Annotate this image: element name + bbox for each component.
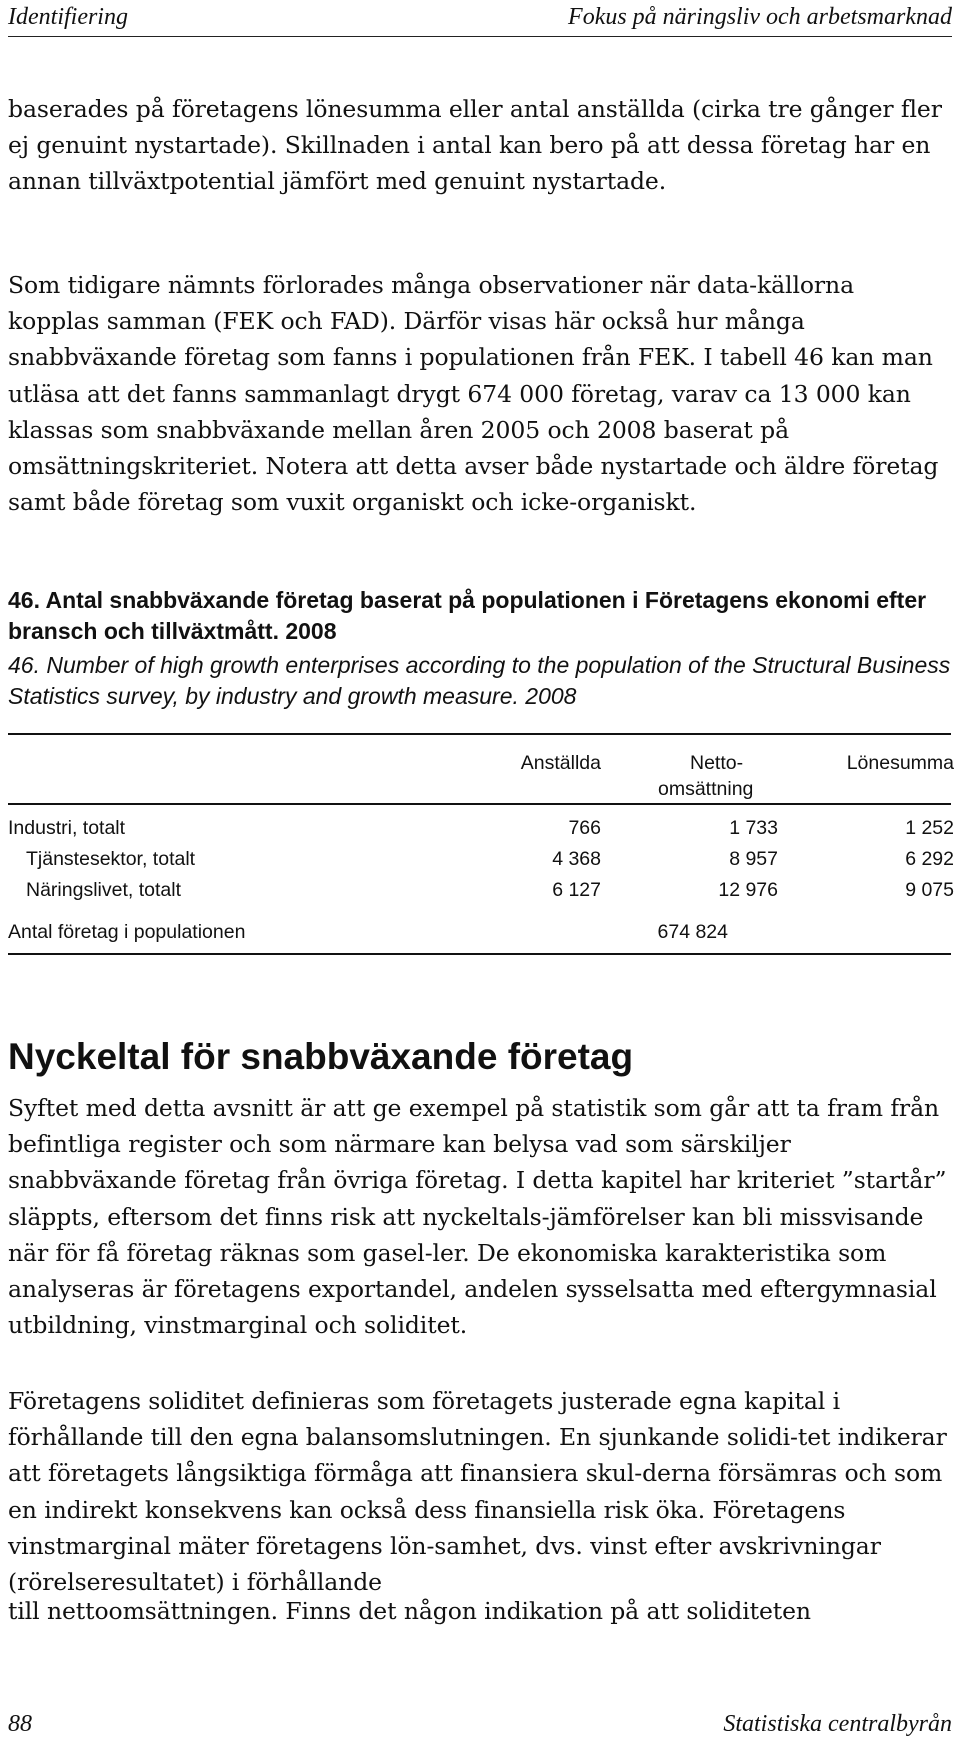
table-bottom-rule [8,953,951,955]
paragraph-2: Som tidigare nämnts förlorades många observationer när data-källorna kopplas samman (FEK och FAD). Därför visas här också hur många snabbväxande företag som fanns i populationen från FEK. I tabell 46 kan man utläsa att det fanns sammanlagt drygt 674 000 företag, varav ca 13 000 kan klassas som snabbväxande mellan åren 2005 och 2008 baserat på omsättningskriteriet. Notera att detta avser både nystartade och äldre företag samt både företag som vuxit organiskt och icke-organiskt. [8,271,939,517]
cell-naring-anstallda: 6 127 [552,879,601,901]
cell-tjanst-lonesumma: 6 292 [905,848,954,870]
publisher-name: Statistiska centralbyrån [723,1711,952,1737]
table-header-rule [8,803,951,805]
cell-tjanst-anstallda: 4 368 [552,848,601,870]
row-label-naringslivet: Näringslivet, totalt [26,879,181,901]
header-chapter: Identifiering [8,4,128,30]
row-label-population: Antal företag i populationen [8,921,246,943]
column-header-anstallda: Anställda [520,752,601,774]
paragraph-5: till nettoomsättningen. Finns det någon indikation på att soliditeten [8,1597,811,1625]
row-label-industri: Industri, totalt [8,817,126,839]
section-heading: Nyckeltal för snabbväxande företag [8,1036,634,1077]
cell-industri-lonesumma: 1 252 [905,817,954,839]
page-number: 88 [8,1711,32,1737]
column-header-nettoomsattning [658,750,778,802]
table-top-rule [8,733,951,735]
cell-tjanst-netto: 8 957 [729,848,778,870]
paragraph-3: Syftet med detta avsnitt är att ge exempel på statistik som går att ta fram från befintliga register och som närmare kan belysa vad som särskiljer snabbväxande företag från övriga företag. I detta kapitel har kriteriet ”startår” släppts, eftersom det finns risk att nyckeltals-jämförelser kan bli missvisande när för få företag räknas som gasel-ler. De ekonomiska karakteristika som analyseras är företagens exportandel, andelen sysselsatta med eftergymnasial utbildning, vinstmarginal och soliditet. [8,1094,947,1340]
table-caption-swedish: 46. Antal snabbväxande företag baserat på populationen i Företagens ekonomi efter bransch och tillväxtmått. 2008 [8,587,927,644]
cell-industri-netto: 1 733 [729,817,778,839]
table-caption-english: 46. Number of high growth enterprises according to the population of the Structural Business Statistics survey, by industry and growth measure. 2008 [8,652,951,709]
column-header-netto-line1: Netto- [690,752,744,774]
row-label-tjanstesektor: Tjänstesektor, totalt [26,848,196,870]
running-header [8,0,952,37]
column-header-lonesumma: Lönesumma [846,752,954,774]
column-header-netto-line2: omsättning [658,778,754,800]
paragraph-4: Företagens soliditet definieras som företagets justerade egna kapital i förhållande till den egna balansomslutningen. En sjunkande solidi-tet indikerar att företagets långsiktiga förmåga att finansiera skul-derna försämras och som en indirekt konsekvens kan också dess finansiella risk öka. Företagens vinstmarginal mäter företagens lön-samhet, dvs. vinst efter avskrivningar (rörelseresultatet) i förhållande [8,1387,947,1597]
cell-naring-lonesumma: 9 075 [905,879,954,901]
header-publication-title: Fokus på näringsliv och arbetsmarknad [568,4,952,30]
cell-population-value: 674 824 [657,921,728,943]
cell-industri-anstallda: 766 [568,817,601,839]
page-footer [8,1706,952,1746]
paragraph-1: baserades på företagens lönesumma eller antal anställda (cirka tre gånger fler ej genuint nystartade). Skillnaden i antal kan bero på att dessa företag har en annan tillväxtpotential jämfört med genuint nystartade. [8,95,942,196]
cell-naring-netto: 12 976 [718,879,778,901]
